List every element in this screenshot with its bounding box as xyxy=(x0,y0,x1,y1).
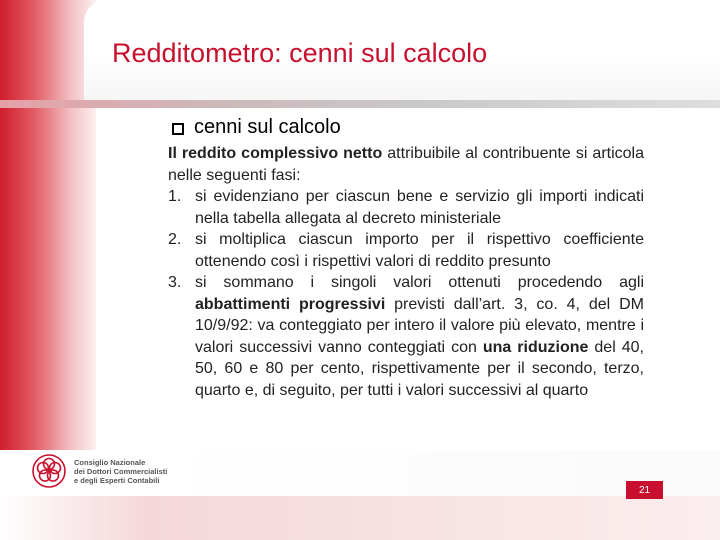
step-bold-text: abbattimenti progressivi xyxy=(195,295,386,313)
logo-text xyxy=(74,458,167,485)
page-number-badge: 21 xyxy=(626,481,663,499)
logo-line: dei Dottori Commercialisti xyxy=(74,466,168,476)
checkbox-bullet-icon xyxy=(172,123,184,135)
step-text: si moltiplica ciascun importo per il rispettivo coefficiente ottenendo così i rispettivi valori di reddito presunto xyxy=(195,231,644,270)
step-item xyxy=(168,229,644,272)
intro-paragraph xyxy=(168,143,644,186)
step-item xyxy=(168,272,644,401)
step-text: del 40, 50, 60 e 80 per cento, rispettivamente per il secondo, terzo, quarto e, di seguito, per tutti i valori successivi al quarto xyxy=(195,338,644,399)
step-item xyxy=(168,186,644,229)
organization-logo xyxy=(30,452,167,490)
footer-band xyxy=(0,496,720,540)
step-number: 2. xyxy=(168,231,182,248)
step-text: si evidenziano per ciascun bene e servizio gli importi indicati nella tabella allegata al decreto ministeriale xyxy=(195,188,644,227)
logo-line: Consiglio Nazionale xyxy=(74,457,146,467)
body-text xyxy=(168,143,644,401)
slide-title: Redditometro: cenni sul calcolo xyxy=(112,38,488,68)
intro-rest-text: attribuibile al contribuente si articola nelle seguenti fasi: xyxy=(168,145,644,184)
step-text: si sommano i singoli valori ottenuti procedendo agli xyxy=(195,274,644,291)
step-text: previsti dall’art. 3, co. 4, del DM 10/9/92: va conteggiato per intero il valore più elevato, mentre i valori successivi vanno conteggiati con xyxy=(195,295,644,356)
header-divider-bar xyxy=(0,100,720,108)
logo-emblem-icon xyxy=(30,452,68,490)
steps-list xyxy=(168,186,644,401)
section-heading-text: cenni sul calcolo xyxy=(194,116,341,138)
step-bold-text: una riduzione xyxy=(482,338,589,356)
section-heading xyxy=(172,116,341,139)
logo-line: e degli Esperti Contabili xyxy=(74,475,160,485)
step-number: 3. xyxy=(168,274,182,291)
intro-bold-text: Il reddito complessivo netto xyxy=(168,145,383,162)
step-number: 1. xyxy=(168,188,182,205)
